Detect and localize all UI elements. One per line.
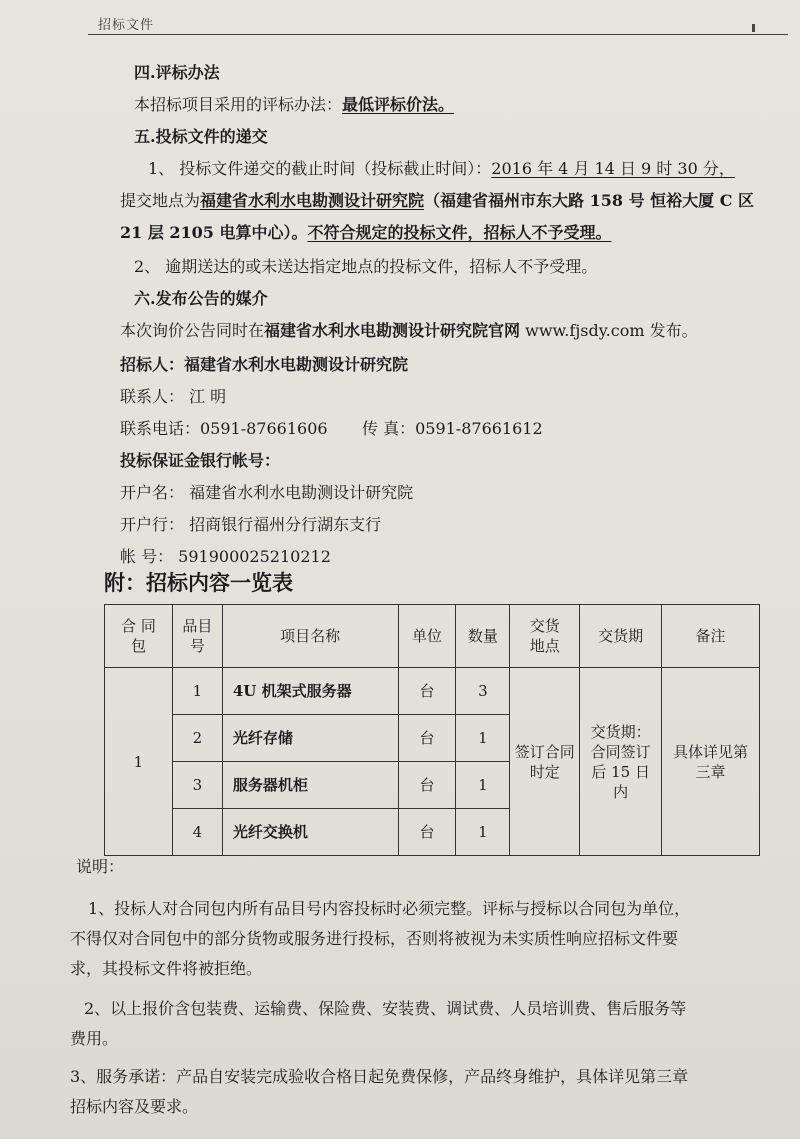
section4-heading: 四.评标办法 — [134, 63, 220, 82]
items-table — [104, 604, 760, 856]
item1-prefix: 1、 投标文件递交的截止时间（投标截止时间）： — [148, 159, 492, 178]
bank-heading: 投标保证金银行帐号： — [120, 451, 281, 470]
section5-heading: 五.投标文件的递交 — [134, 127, 268, 146]
section5-item2: 2、 逾期送达的或未送达指定地点的投标文件，招标人不予受理。 — [134, 257, 598, 276]
qty-cell: 1 — [456, 809, 510, 856]
contact-person: 联系人： 江 明 — [120, 387, 227, 406]
col-qty: 数量 — [456, 605, 510, 668]
section4-text-prefix: 本招标项目采用的评标办法： — [134, 95, 343, 114]
remark-cell: 具体详见第三章 — [662, 668, 760, 856]
appendix-title: 附：招标内容一览表 — [104, 571, 293, 595]
col-item-no: 品目 号 — [172, 605, 222, 668]
section4-text — [134, 94, 454, 116]
note3-line2: 招标内容及要求。 — [70, 1097, 199, 1116]
qty-cell: 3 — [456, 668, 510, 715]
media: 福建省水利水电勘测设计研究院官网 — [264, 321, 521, 340]
note1-line3: 求，其投标文件将被拒绝。 — [70, 959, 263, 978]
warning: 不符合规定的投标文件，招标人不予受理。 — [307, 223, 612, 242]
account-name: 开户名： 福建省水利水电勘测设计研究院 — [120, 483, 414, 502]
qty-cell: 1 — [456, 715, 510, 762]
table-header-row — [105, 605, 760, 668]
contact-phone: 联系电话：0591-87661606 — [120, 419, 328, 438]
item-name-cell: 服务器机柜 — [222, 762, 398, 809]
table-row — [105, 668, 760, 715]
unit-cell: 台 — [398, 809, 456, 856]
unit-cell: 台 — [398, 715, 456, 762]
evaluation-method: 最低评标价法。 — [342, 95, 455, 114]
col-name: 项目名称 — [222, 605, 398, 668]
place-prefix: 提交地点为 — [120, 191, 201, 210]
address: （福建省福州市东大路 158 号 恒裕大厦 C 区 — [424, 191, 755, 210]
notes-heading: 说明： — [76, 857, 125, 876]
address2: 21 层 2105 电算中心）。 — [120, 223, 308, 242]
place: 福建省水利水电勘测设计研究院 — [200, 191, 425, 210]
item-no-cell: 1 — [172, 668, 222, 715]
section6-heading: 六.发布公告的媒介 — [134, 289, 268, 308]
unit-cell: 台 — [398, 668, 456, 715]
header-rule — [88, 34, 788, 35]
item-name-cell: 4U 机架式服务器 — [222, 668, 398, 715]
account-number: 帐 号： 591900025210212 — [120, 547, 331, 566]
note2-line2: 费用。 — [70, 1029, 119, 1048]
item-no-cell: 4 — [172, 809, 222, 856]
contact-fax: 传 真：0591-87661612 — [362, 419, 543, 438]
item-no-cell: 3 — [172, 762, 222, 809]
bank-name: 开户行： 招商银行福州分行湖东支行 — [120, 515, 382, 534]
tenderer: 招标人：福建省水利水电勘测设计研究院 — [120, 355, 409, 374]
col-remark: 备注 — [662, 605, 760, 668]
note1-line2: 不得仅对合同包中的部分货物或服务进行投标，否则将被视为未实质性响应招标文件要 — [70, 929, 679, 948]
note1-line1: 1、投标人对合同包内所有品目号内容投标时必须完整。评标与授标以合同包为单位， — [88, 899, 691, 918]
section6-prefix: 本次询价公告同时在 — [120, 321, 265, 340]
col-delivery-time: 交货期 — [580, 605, 662, 668]
section6-text — [120, 320, 698, 342]
section5-address2 — [120, 222, 612, 244]
note3-line1: 3、服务承诺：产品自安装完成验收合格日起免费保修，产品终身维护，具体详见第三章 — [70, 1067, 689, 1086]
package-cell: 1 — [105, 668, 173, 856]
section6-suffix: www.fjsdy.com 发布。 — [520, 321, 698, 340]
col-delivery-place: 交货 地点 — [510, 605, 580, 668]
unit-cell: 台 — [398, 762, 456, 809]
delivery-time-cell: 交货期：合同签订后 15 日内 — [580, 668, 662, 856]
deadline: 2016 年 4 月 14 日 9 时 30 分， — [491, 159, 735, 178]
qty-cell: 1 — [456, 762, 510, 809]
header-label: 招标文件 — [98, 18, 155, 33]
col-unit: 单位 — [398, 605, 456, 668]
section5-item1 — [148, 158, 735, 180]
item-no-cell: 2 — [172, 715, 222, 762]
header-mark — [752, 24, 755, 32]
item-name-cell: 光纤存储 — [222, 715, 398, 762]
section5-place — [120, 190, 754, 212]
col-package: 合 同 包 — [105, 605, 173, 668]
item-name-cell: 光纤交换机 — [222, 809, 398, 856]
note2-line1: 2、以上报价含包装费、运输费、保险费、安装费、调试费、人员培训费、售后服务等 — [84, 999, 687, 1018]
delivery-place-cell: 签订合同时定 — [510, 668, 580, 856]
